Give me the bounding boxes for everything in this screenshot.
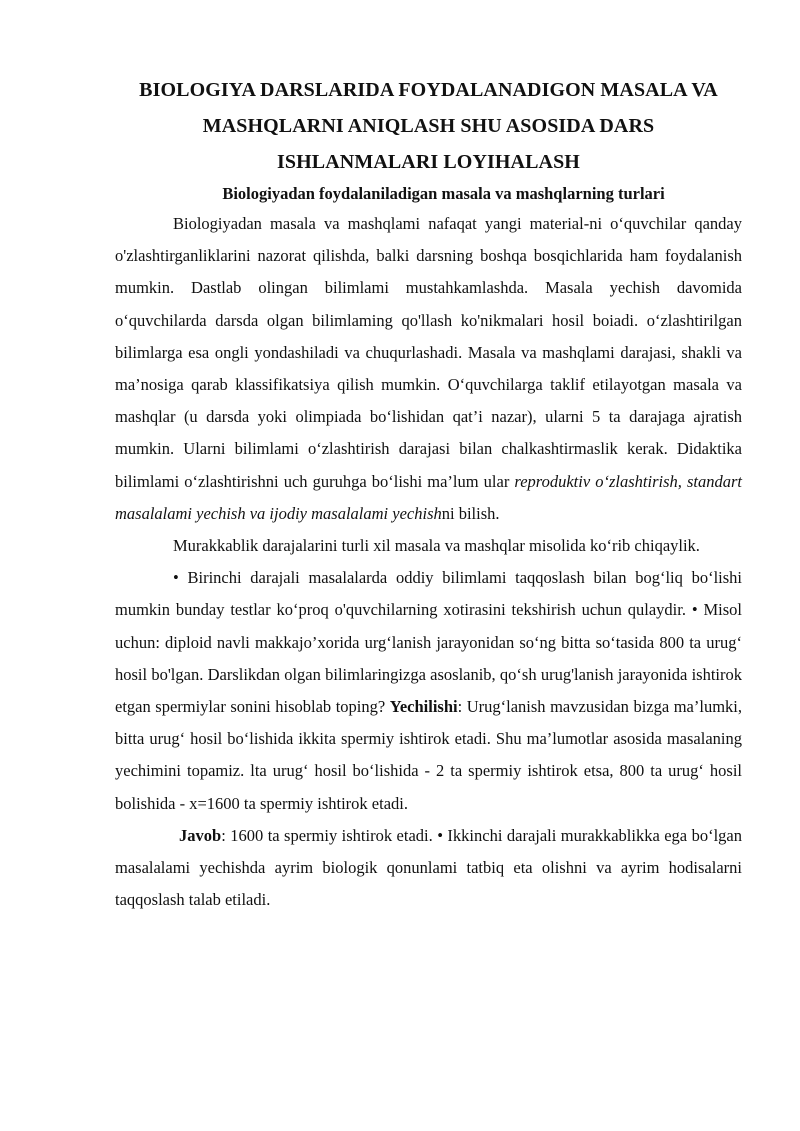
paragraph-1-text: Biologiyadan masala va mashqlami nafaqat yangi material-ni o‘quvchilar qanday o'zlashtirganliklarini nazorat qilishda, balki darsning boshqa bosqichlarida ham foydalanish mumkin. Dastlab olingan bilimlami mustahkamlashda. Masala yechish davomida o‘quvchilarda darsda olgan bilimlaming qo'llash ko'nikmalari hosil boiadi. o‘zlashtirilgan bilimlarga esa ongli yondashiladi va chuqurlashadi. Masala va mashqlami darajasi, shakli va ma’nosiga qarab klassifikatsiya qilish mumkin. O‘quvchilarga taklif etilayotgan masala va mashqlar (u darsda yoki olimpiada bo‘lishidan qat’i nazar), ularni 5 ta darajaga ajratish mumkin. Ularni bilimlami o‘zlashtirish darajasi bilan chalkashtirmaslik kerak. Didaktika bilimlami o‘zlashtirishni uch guruhga bo‘lishi ma’lum ular — [115, 214, 742, 491]
paragraph-4-text: : 1600 ta spermiy ishtirok etadi. • Ikkinchi darajali murakkablikka ega bo‘lgan masalalami yechishda ayrim biologik qonunlami tatbiq eta olishni va ayrim hodisalarni taqqoslash talab etiladi. — [115, 825, 742, 910]
paragraph-4-bold: Javob — [179, 825, 222, 845]
paragraph-3 — [115, 562, 742, 820]
title-line-2: MASHQLARNI ANIQLASH SHU ASOSIDA DARS — [202, 115, 655, 137]
paragraph-3-text: • Birinchi darajali masalalarda oddiy bilimlami taqqoslash bilan bog‘liq bo‘lishi mumkin bunday testlar ko‘proq o'quvchilarning xotirasini tekshirish uchun qulaydir. • Misol uchun: diploid navli makkajo’xorida urg‘lanish jarayonidan so‘ng bitta so‘tasida 800 ta urug‘ hosil bo'lgan. Darslikdan olgan bilimlaringizga asoslanib, qo‘sh urug'lanish jarayonida ishtirok etgan spermiylar sonini hisoblab toping? — [115, 568, 742, 717]
title-line-1: BIOLOGIYA DARSLARIDA FOYDALANADIGON MASALA VA — [139, 79, 718, 101]
paragraph-1 — [115, 208, 742, 530]
title-line-3: ISHLANMALARI LOYIHALASH — [277, 151, 580, 173]
paragraph-2: Murakkablik darajalarini turli xil masala va mashqlar misolida ko‘rib chiqaylik. — [173, 536, 700, 556]
paragraph-3-end: : Urug‘lanish mavzusidan bizga ma’lumki, bitta urug‘ hosil bo‘lishida ikkita spermiy ishtirok etadi. Shu ma’lumotlar asosida masalaning yechimini topamiz. lta urug‘ hosil bo‘lishida - 2 ta spermiy ishtirok etsa, 800 ta urug‘ hosil bolishida - x=1600 ta spermiy ishtirok etadi. — [115, 697, 742, 813]
paragraph-1-italic: reproduktiv o‘zlashtirish, standart masalalami yechish va ijodiy masalalami yechish — [115, 471, 742, 523]
paragraph-3-bold: Yechilishi — [389, 697, 458, 717]
paragraph-1-end: ni bilish. — [441, 503, 500, 523]
paragraph-4 — [115, 820, 742, 917]
document-page — [115, 72, 742, 916]
document-title — [115, 72, 742, 180]
section-subtitle: Biologiyadan foydalaniladigan masala va mashqlarning turlari — [222, 184, 665, 203]
